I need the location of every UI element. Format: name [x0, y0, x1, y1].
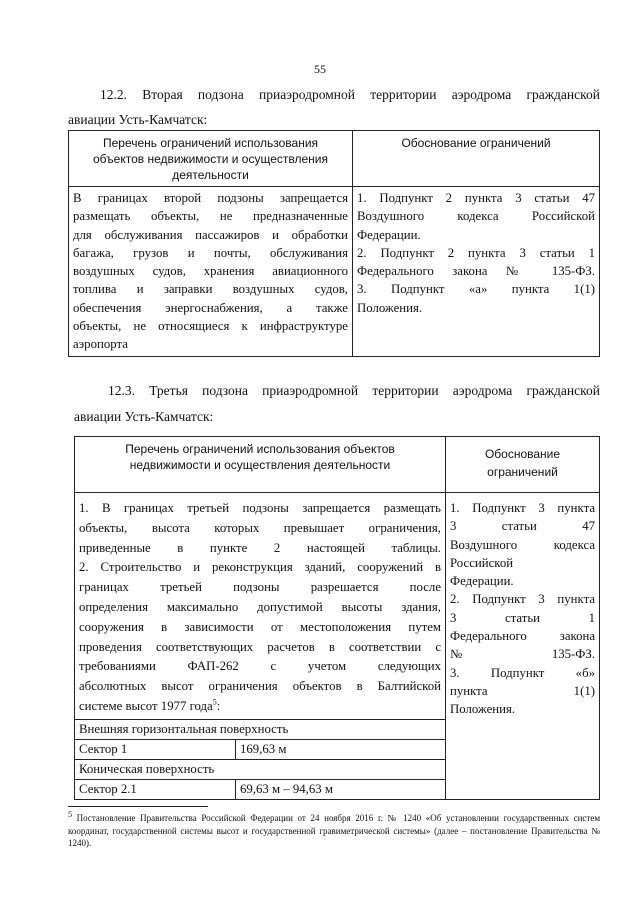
- text-line: приведенные в пункте 2 настоящей таблицы.: [79, 540, 441, 555]
- text-line: объекты, высота которых превышает ограничения,: [79, 520, 441, 535]
- col1-header-cell: [75, 437, 446, 493]
- sector-value: 169,63 м: [240, 741, 287, 756]
- sector-cell: [75, 739, 236, 759]
- text-line: 3. Подпункт «а» пункта 1(1): [357, 282, 595, 297]
- sector-label: Сектор 2.1: [79, 781, 137, 796]
- footnote-ref: 5: [212, 697, 217, 707]
- col1-header-cell: [69, 131, 353, 187]
- text-line: № 135-ФЗ.: [450, 647, 595, 662]
- col2-header: Обоснование ограничений: [484, 447, 561, 479]
- text-line: воздушных судов, хранения авиационного: [73, 264, 348, 279]
- text-line: Федерального закона: [450, 629, 595, 644]
- restriction-text: [69, 187, 352, 356]
- text-line: сооружения в зависимости от местоположения путем: [79, 619, 441, 634]
- text-line: аэропорта: [73, 337, 128, 352]
- text-line: определения максимально допустимой высоты здания,: [79, 599, 441, 614]
- surface-label: Внешняя горизонтальная поверхность: [79, 721, 289, 736]
- restriction-cell: [75, 493, 446, 800]
- text-line: топлива и заправки воздушных судов,: [73, 282, 348, 297]
- text-line: Федерации.: [357, 227, 421, 242]
- text-tail: :: [216, 698, 221, 713]
- sector-cell: [75, 779, 236, 799]
- text-line: Воздушного кодекса Российской: [357, 209, 595, 224]
- text-line: Воздушного кодекса: [450, 537, 595, 552]
- surface-row: [75, 719, 445, 739]
- text-line: абсолютных высот ограничения объектов в Балтийской: [79, 679, 441, 694]
- col1-header: Перечень ограничений использования объектов недвижимости и осуществления деятельности: [125, 442, 395, 472]
- footnote-number: 5: [68, 810, 72, 819]
- text-line: Положения.: [357, 300, 423, 315]
- text-line: 3 статьи 1: [450, 610, 595, 625]
- text-line: размещать объекты, не предназначенные: [73, 209, 348, 224]
- section-12-2-table: [68, 130, 600, 357]
- text-line: системе высот 1977 года$^5$:: [79, 697, 221, 713]
- text-line: Федерального закона № 135-ФЗ.: [357, 264, 595, 279]
- text-line: 3 статьи 47: [450, 519, 595, 534]
- col2-header-cell: [353, 131, 600, 187]
- text-line: для обслуживания пассажиров и обработки: [73, 227, 348, 242]
- section-12-2-heading-line2: авиации Усть-Камчатск:: [68, 112, 208, 127]
- surfaces-table: [75, 719, 445, 799]
- text-line: пункта 1(1): [450, 683, 595, 698]
- sector-value-cell: [236, 739, 446, 759]
- text-line: границах третьей подзоны разрешается после: [79, 580, 441, 595]
- sector-label: Сектор 1: [79, 741, 128, 756]
- text-line: 1. В границах третьей подзоны запрещается размещать: [79, 501, 441, 515]
- text-line: обеспечения энергоснабжения, а также: [73, 300, 348, 315]
- text-line: объекты, не относящиеся к инфраструктуре: [73, 319, 348, 334]
- footnote-text: Постановление Правительства Российской Федерации от 24 ноября 2016 г. № 1240 «Об установлении государственных систем координат, государственной системы высот и государственной гравиметрической системы» (далее – постановление Правительства № 1240).: [68, 813, 601, 848]
- text-line: Положения.: [450, 702, 516, 717]
- restriction-cell: [69, 187, 353, 357]
- text-line: 2. Подпункт 2 пункта 3 статьи 1: [357, 245, 595, 260]
- section-12-3-heading-line2: авиации Усть-Камчатск:: [74, 409, 214, 424]
- basis-cell: [446, 493, 600, 800]
- basis-text: [446, 493, 599, 721]
- text-line: 3. Подпункт «б»: [450, 665, 595, 680]
- text-line: требованиями ФАП-262 с учетом следующих: [79, 659, 441, 674]
- basis-cell: [353, 187, 600, 357]
- sector-value: 69,63 м – 94,63 м: [240, 781, 333, 796]
- sector-value-cell: [236, 779, 446, 799]
- page-number: 55: [314, 62, 326, 76]
- text-line: багажа, грузов и почты, обслуживания: [73, 245, 348, 260]
- surface-row: [75, 759, 445, 779]
- footnote: [68, 812, 600, 850]
- surface-label: Коническая поверхность: [79, 761, 215, 776]
- section-12-3-heading-line1: 12.3. Третья подзона приаэродромной территории аэродрома гражданской: [108, 383, 600, 398]
- text-line: Федерации.: [450, 574, 514, 589]
- text-line: Российской: [450, 555, 514, 570]
- col2-header: Обоснование ограничений: [401, 136, 551, 150]
- text-line: 2. Строительство и реконструкция зданий, сооружений в: [79, 560, 441, 575]
- col1-header: Перечень ограничений использования объектов недвижимости и осуществления деятельности: [93, 136, 328, 182]
- restriction-text: [75, 493, 445, 719]
- text-line: проведения соответствующих расчетов в соответствии с: [79, 639, 441, 654]
- text-line: 1. Подпункт 2 пункта 3 статьи 47: [357, 191, 595, 205]
- text-line: 1. Подпункт 3 пункта: [450, 501, 595, 515]
- text-line: 2. Подпункт 3 пункта: [450, 592, 595, 607]
- section-12-2-heading-line1: 12.2. Вторая подзона приаэродромной территории аэродрома гражданской: [100, 87, 600, 102]
- text-line: В границах второй подзоны запрещается: [73, 191, 348, 205]
- basis-text: [353, 187, 599, 319]
- col2-header-cell: [446, 437, 600, 493]
- footnote-divider: [68, 806, 208, 807]
- section-12-3-table: [74, 436, 600, 800]
